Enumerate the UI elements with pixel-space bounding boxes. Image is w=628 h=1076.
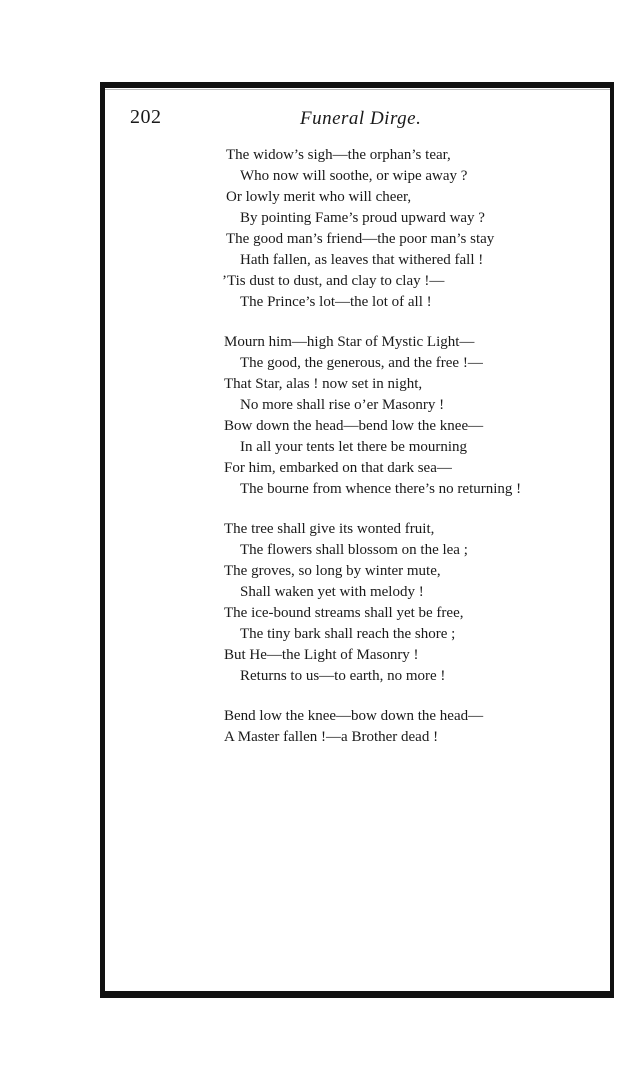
poem-line: A Master fallen !—a Brother dead ! (224, 729, 439, 745)
poem-line: ’Tis dust to dust, and clay to clay !— (222, 273, 445, 289)
poem-line: The flowers shall blossom on the lea ; (240, 542, 468, 558)
poem-line: Or lowly merit who will cheer, (226, 189, 412, 205)
poem-line: The tiny bark shall reach the shore ; (240, 626, 456, 642)
poem-line: In all your tents let there be mourning (240, 439, 468, 455)
poem-line: Returns to us—to earth, no more ! (240, 668, 446, 684)
poem-line: By pointing Fame’s proud upward way ? (240, 210, 485, 226)
poem-line: The groves, so long by winter mute, (224, 563, 441, 579)
running-title: Funeral Dirge. (300, 108, 422, 129)
poem-line: The Prince’s lot—the lot of all ! (240, 294, 432, 310)
poem-line: Bend low the knee—bow down the head— (224, 708, 484, 724)
poem-line: No more shall rise o’er Masonry ! (240, 397, 445, 413)
poem-line: That Star, alas ! now set in night, (224, 376, 423, 392)
poem-line: Bow down the head—bend low the knee— (224, 418, 484, 434)
poem-line: The bourne from whence there’s no returning ! (240, 481, 522, 497)
poem-line: The widow’s sigh—the orphan’s tear, (226, 147, 451, 163)
poem-line: The good, the generous, and the free !— (240, 355, 483, 371)
poem-line: But He—the Light of Masonry ! (224, 647, 419, 663)
poem-line: The good man’s friend—the poor man’s stay (226, 231, 495, 247)
poem-line: The ice-bound streams shall yet be free, (224, 605, 464, 621)
poem-line: Who now will soothe, or wipe away ? (240, 168, 468, 184)
poem-line: Mourn him—high Star of Mystic Light— (224, 334, 475, 350)
poem-line: For him, embarked on that dark sea— (224, 460, 452, 476)
poem-line: Hath fallen, as leaves that withered fall ! (240, 252, 484, 268)
page-number: 202 (130, 106, 162, 128)
poem-line: The tree shall give its wonted fruit, (224, 521, 435, 537)
poem-line: Shall waken yet with melody ! (240, 584, 424, 600)
